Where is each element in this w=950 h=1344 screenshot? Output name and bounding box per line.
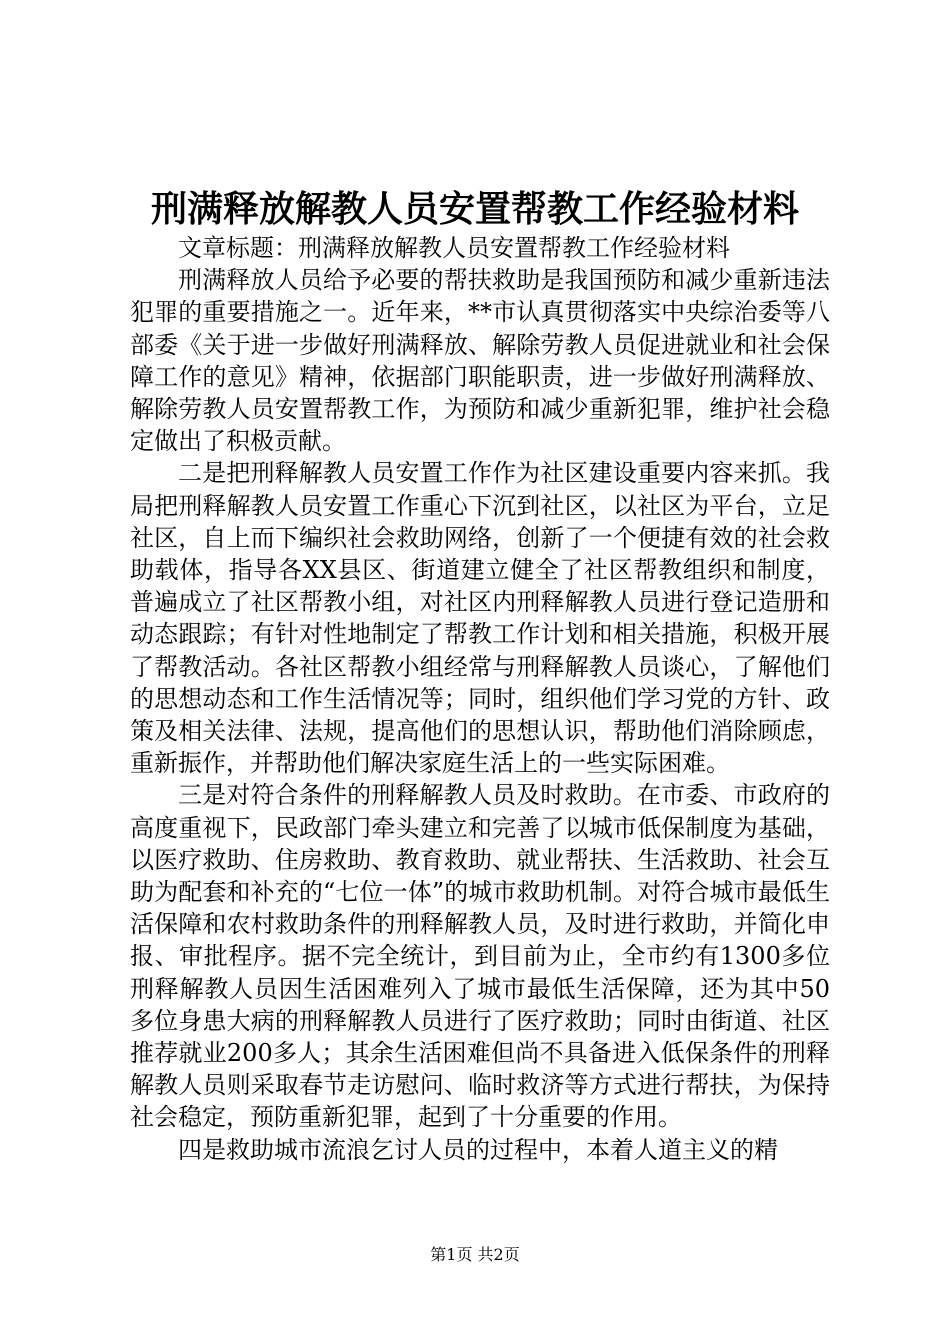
page-number-current: 第1页 (430, 1245, 473, 1264)
paragraph-point-four: 四是救助城市流浪乞讨人员的过程中，本着人道主义的精 (178, 1135, 778, 1164)
document-title: 刑满释放解教人员安置帮教工作经验材料 (150, 188, 799, 230)
article-title-line: 文章标题：刑满释放解教人员安置帮教工作经验材料 (178, 234, 730, 262)
document-body (130, 232, 830, 1166)
paragraph-point-three: 三是对符合条件的刑释解教人员及时救助。在市委、市政府的高度重视下，民政部门牵头建立和完善了以城市低保制度为基础，以医疗救助、住房救助、教育救助、就业帮扶、生活救助、社会互助为配套和补充的“七位一体”的城市救助机制。对符合城市最低生活保障和农村救助条件的刑释解教人员，及时进行救助，并简化申报、审批程序。据不完全统计，到目前为止，全市约有1300多位刑释解教人员因生活困难列入了城市最低生活保障，还为其中50多位身患大病的刑释解教人员进行了医疗救助；同时由街道、社区推荐就业200多人；其余生活困难但尚不具备进入低保条件的刑释解教人员则采取春节走访慰问、临时救济等方式进行帮扶，为保持社会稳定，预防重新犯罪，起到了十分重要的作用。 (130, 781, 830, 1132)
page-number-total: 共2页 (477, 1245, 520, 1264)
paragraph-point-two: 二是把刑释解教人员安置工作作为社区建设重要内容来抓。我局把刑释解教人员安置工作重心下沉到社区，以社区为平台，立足社区，自上而下编织社会救助网络，创新了一个便捷有效的社会救助载体，指导各XX县区、街道建立健全了社区帮教组织和制度，普遍成立了社区帮教小组，对社区内刑释解教人员进行登记造册和动态跟踪；有针对性地制定了帮教工作计划和相关措施，积极开展了帮教活动。各社区帮教小组经常与刑释解教人员谈心，了解他们的思想动态和工作生活情况等；同时，组织他们学习党的方针、政策及相关法律、法规，提高他们的思想认识，帮助他们消除顾虑，重新振作，并帮助他们解决家庭生活上的一些实际困难。 (130, 459, 830, 778)
paragraph-intro: 刑满释放人员给予必要的帮扶救助是我国预防和减少重新违法犯罪的重要措施之一。近年来，**市认真贯彻落实中央综治委等八部委《关于进一步做好刑满释放、解除劳教人员促进就业和社会保障工作的意见》精神，依据部门职能职责，进一步做好刑满释放、解除劳教人员安置帮教工作，为预防和减少重新犯罪，维护社会稳定做出了积极贡献。 (130, 266, 830, 456)
page-footer (0, 1244, 950, 1266)
